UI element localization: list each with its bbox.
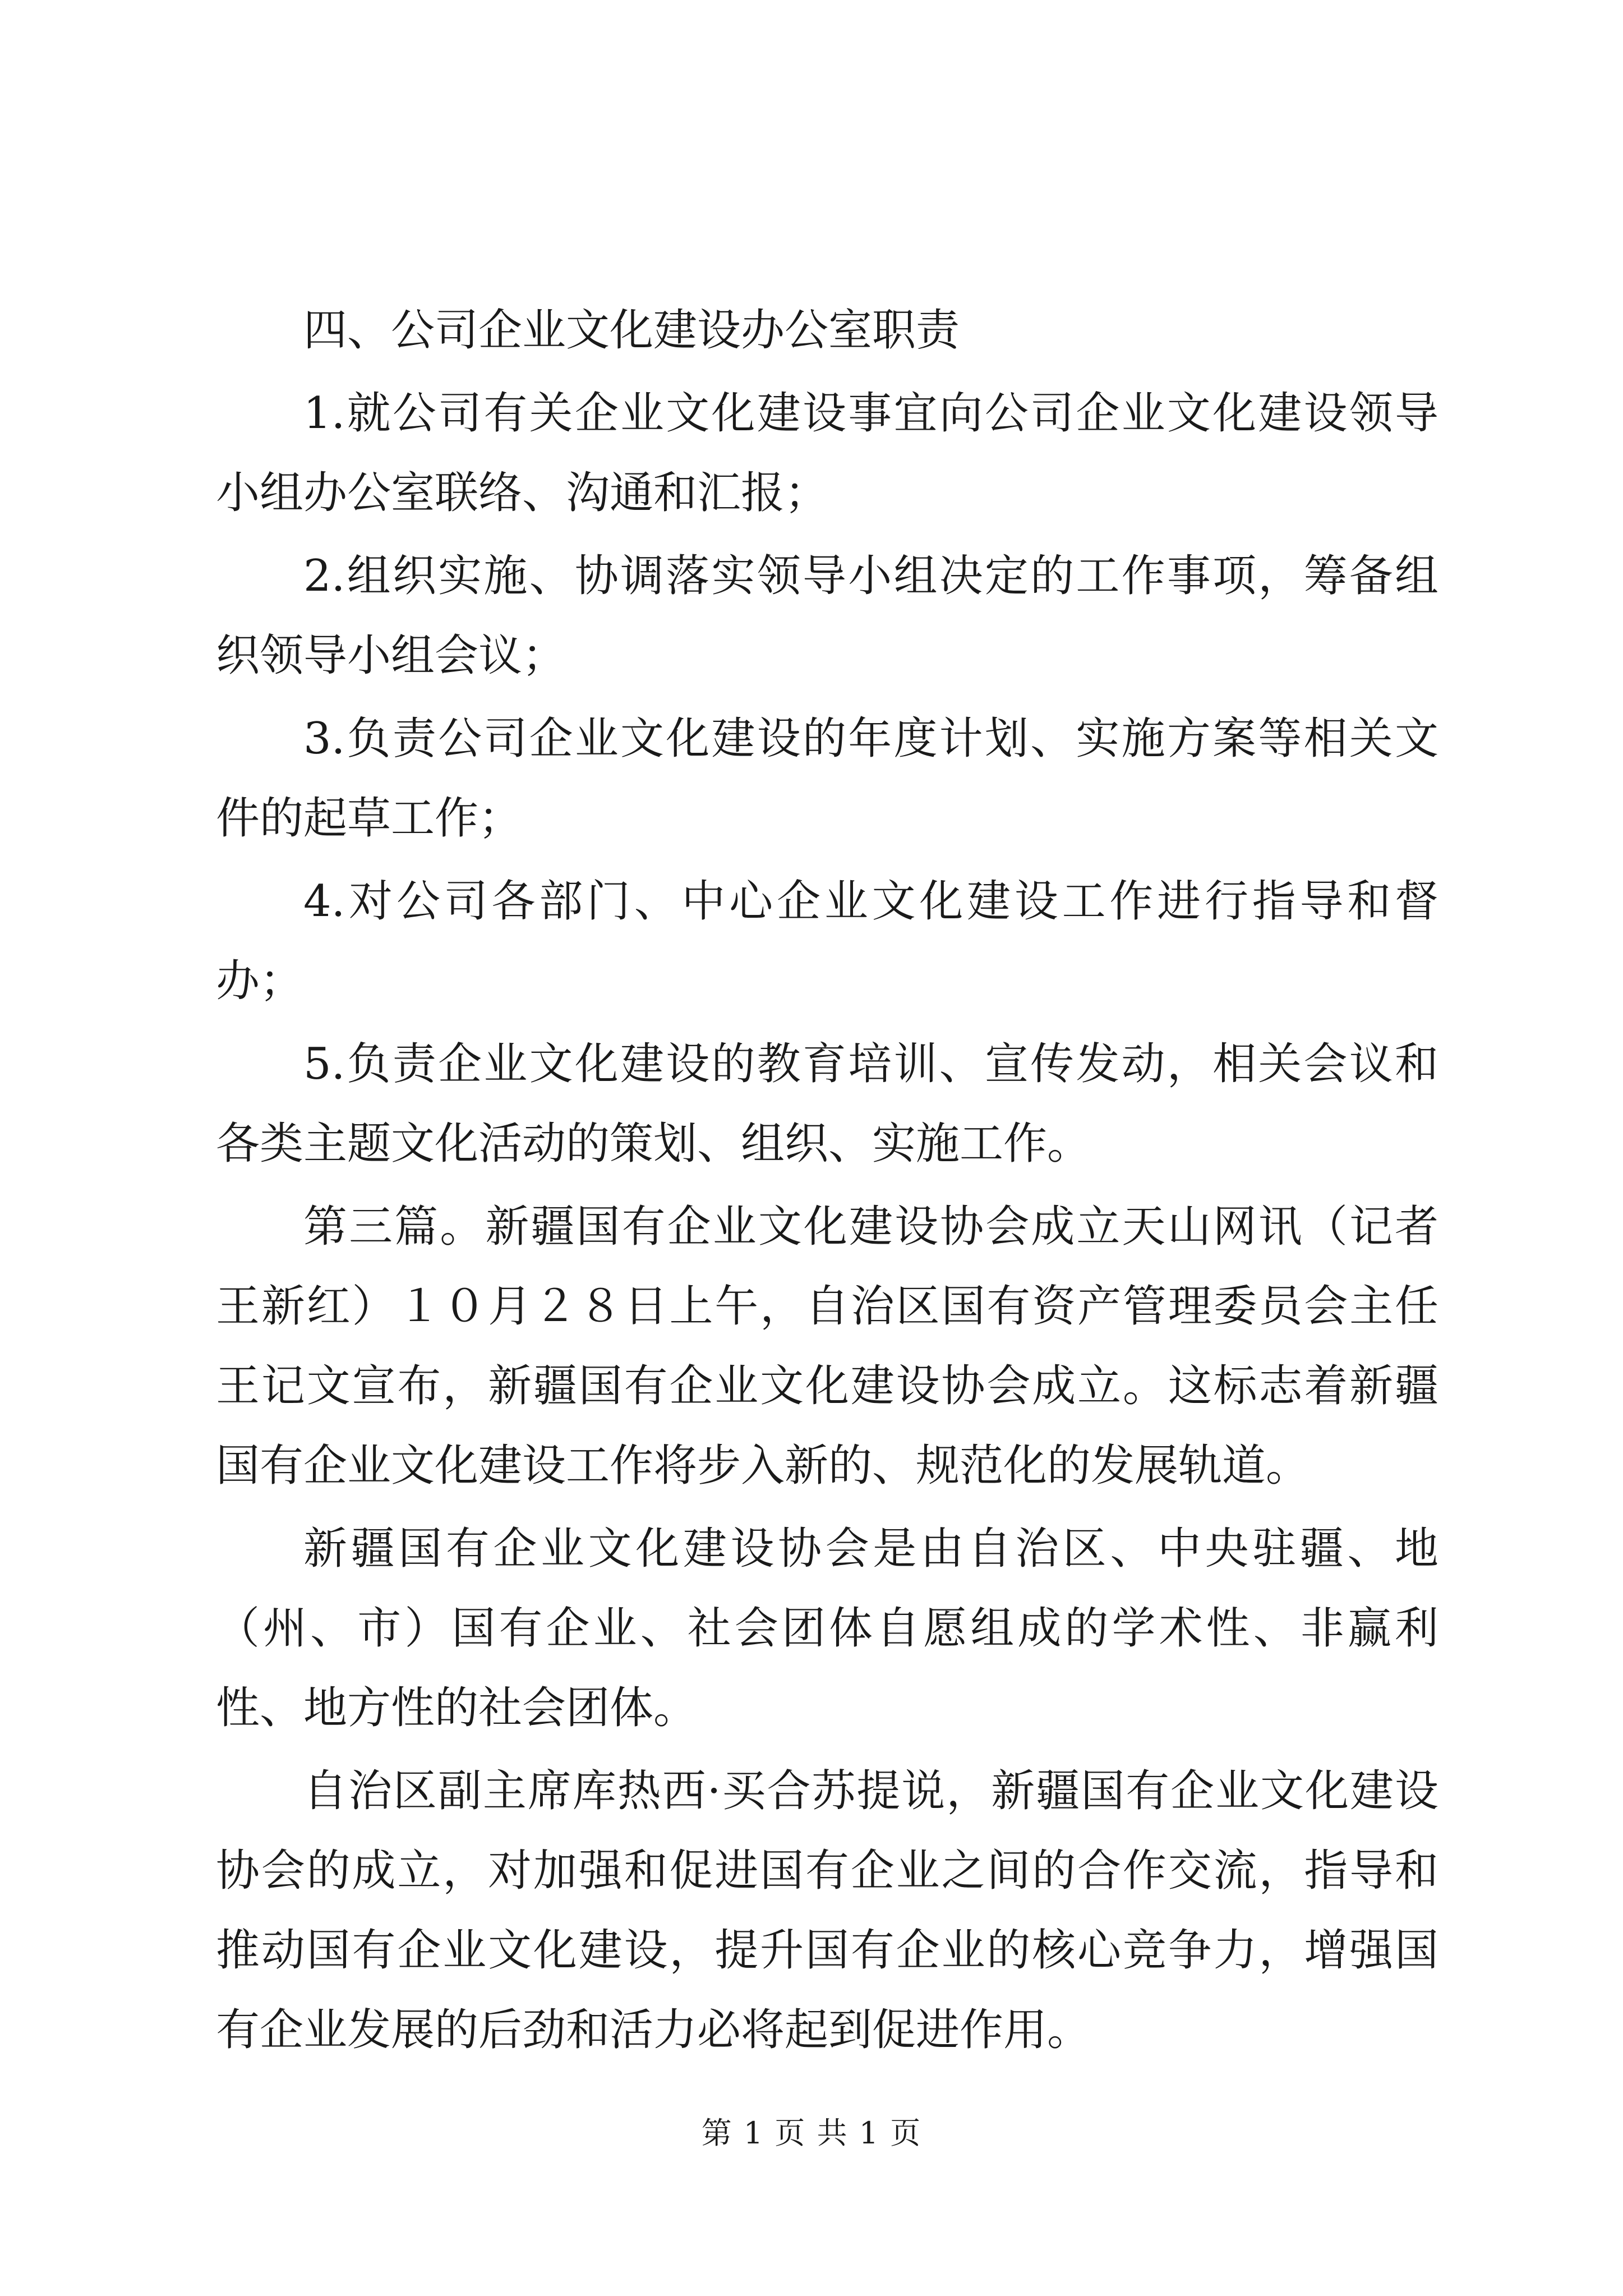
- body-paragraph: 自治区副主席库热西·买合苏提说，新疆国有企业文化建设协会的成立，对加强和促进国有企业之间的合作交流，指导和推动国有企业文化建设，提升国有企业的核心竞争力，增强国有企业发展的后劲和活力必将起到促进作用。: [216, 1766, 1438, 2055]
- document-body: [216, 291, 1438, 2073]
- section-heading: 四、公司企业文化建设办公室职责: [303, 305, 960, 356]
- list-item: 2.组织实施、协调落实领导小组决定的工作事项，筹备组织领导小组会议；: [216, 551, 1438, 681]
- page-footer: 第 1 页 共 1 页: [701, 2115, 922, 2151]
- list-item: 5.负责企业文化建设的教育培训、宣传发动，相关会议和各类主题文化活动的策划、组织、实施工作。: [216, 1039, 1438, 1169]
- list-item: 3.负责公司企业文化建设的年度计划、实施方案等相关文件的起草工作；: [216, 714, 1438, 844]
- body-paragraph: 第三篇。新疆国有企业文化建设协会成立天山网讯（记者王新红）１０月２８日上午，自治区国有资产管理委员会主任王记文宣布，新疆国有企业文化建设协会成立。这标志着新疆国有企业文化建设工作将步入新的、规范化的发展轨道。: [216, 1202, 1438, 1491]
- list-item: 1.就公司有关企业文化建设事宜向公司企业文化建设领导小组办公室联络、沟通和汇报；: [216, 388, 1438, 518]
- list-item: 4.对公司各部门、中心企业文化建设工作进行指导和督办；: [216, 876, 1438, 1006]
- body-paragraph: 新疆国有企业文化建设协会是由自治区、中央驻疆、地（州、市）国有企业、社会团体自愿组成的学术性、非赢利性、地方性的社会团体。: [216, 1524, 1438, 1733]
